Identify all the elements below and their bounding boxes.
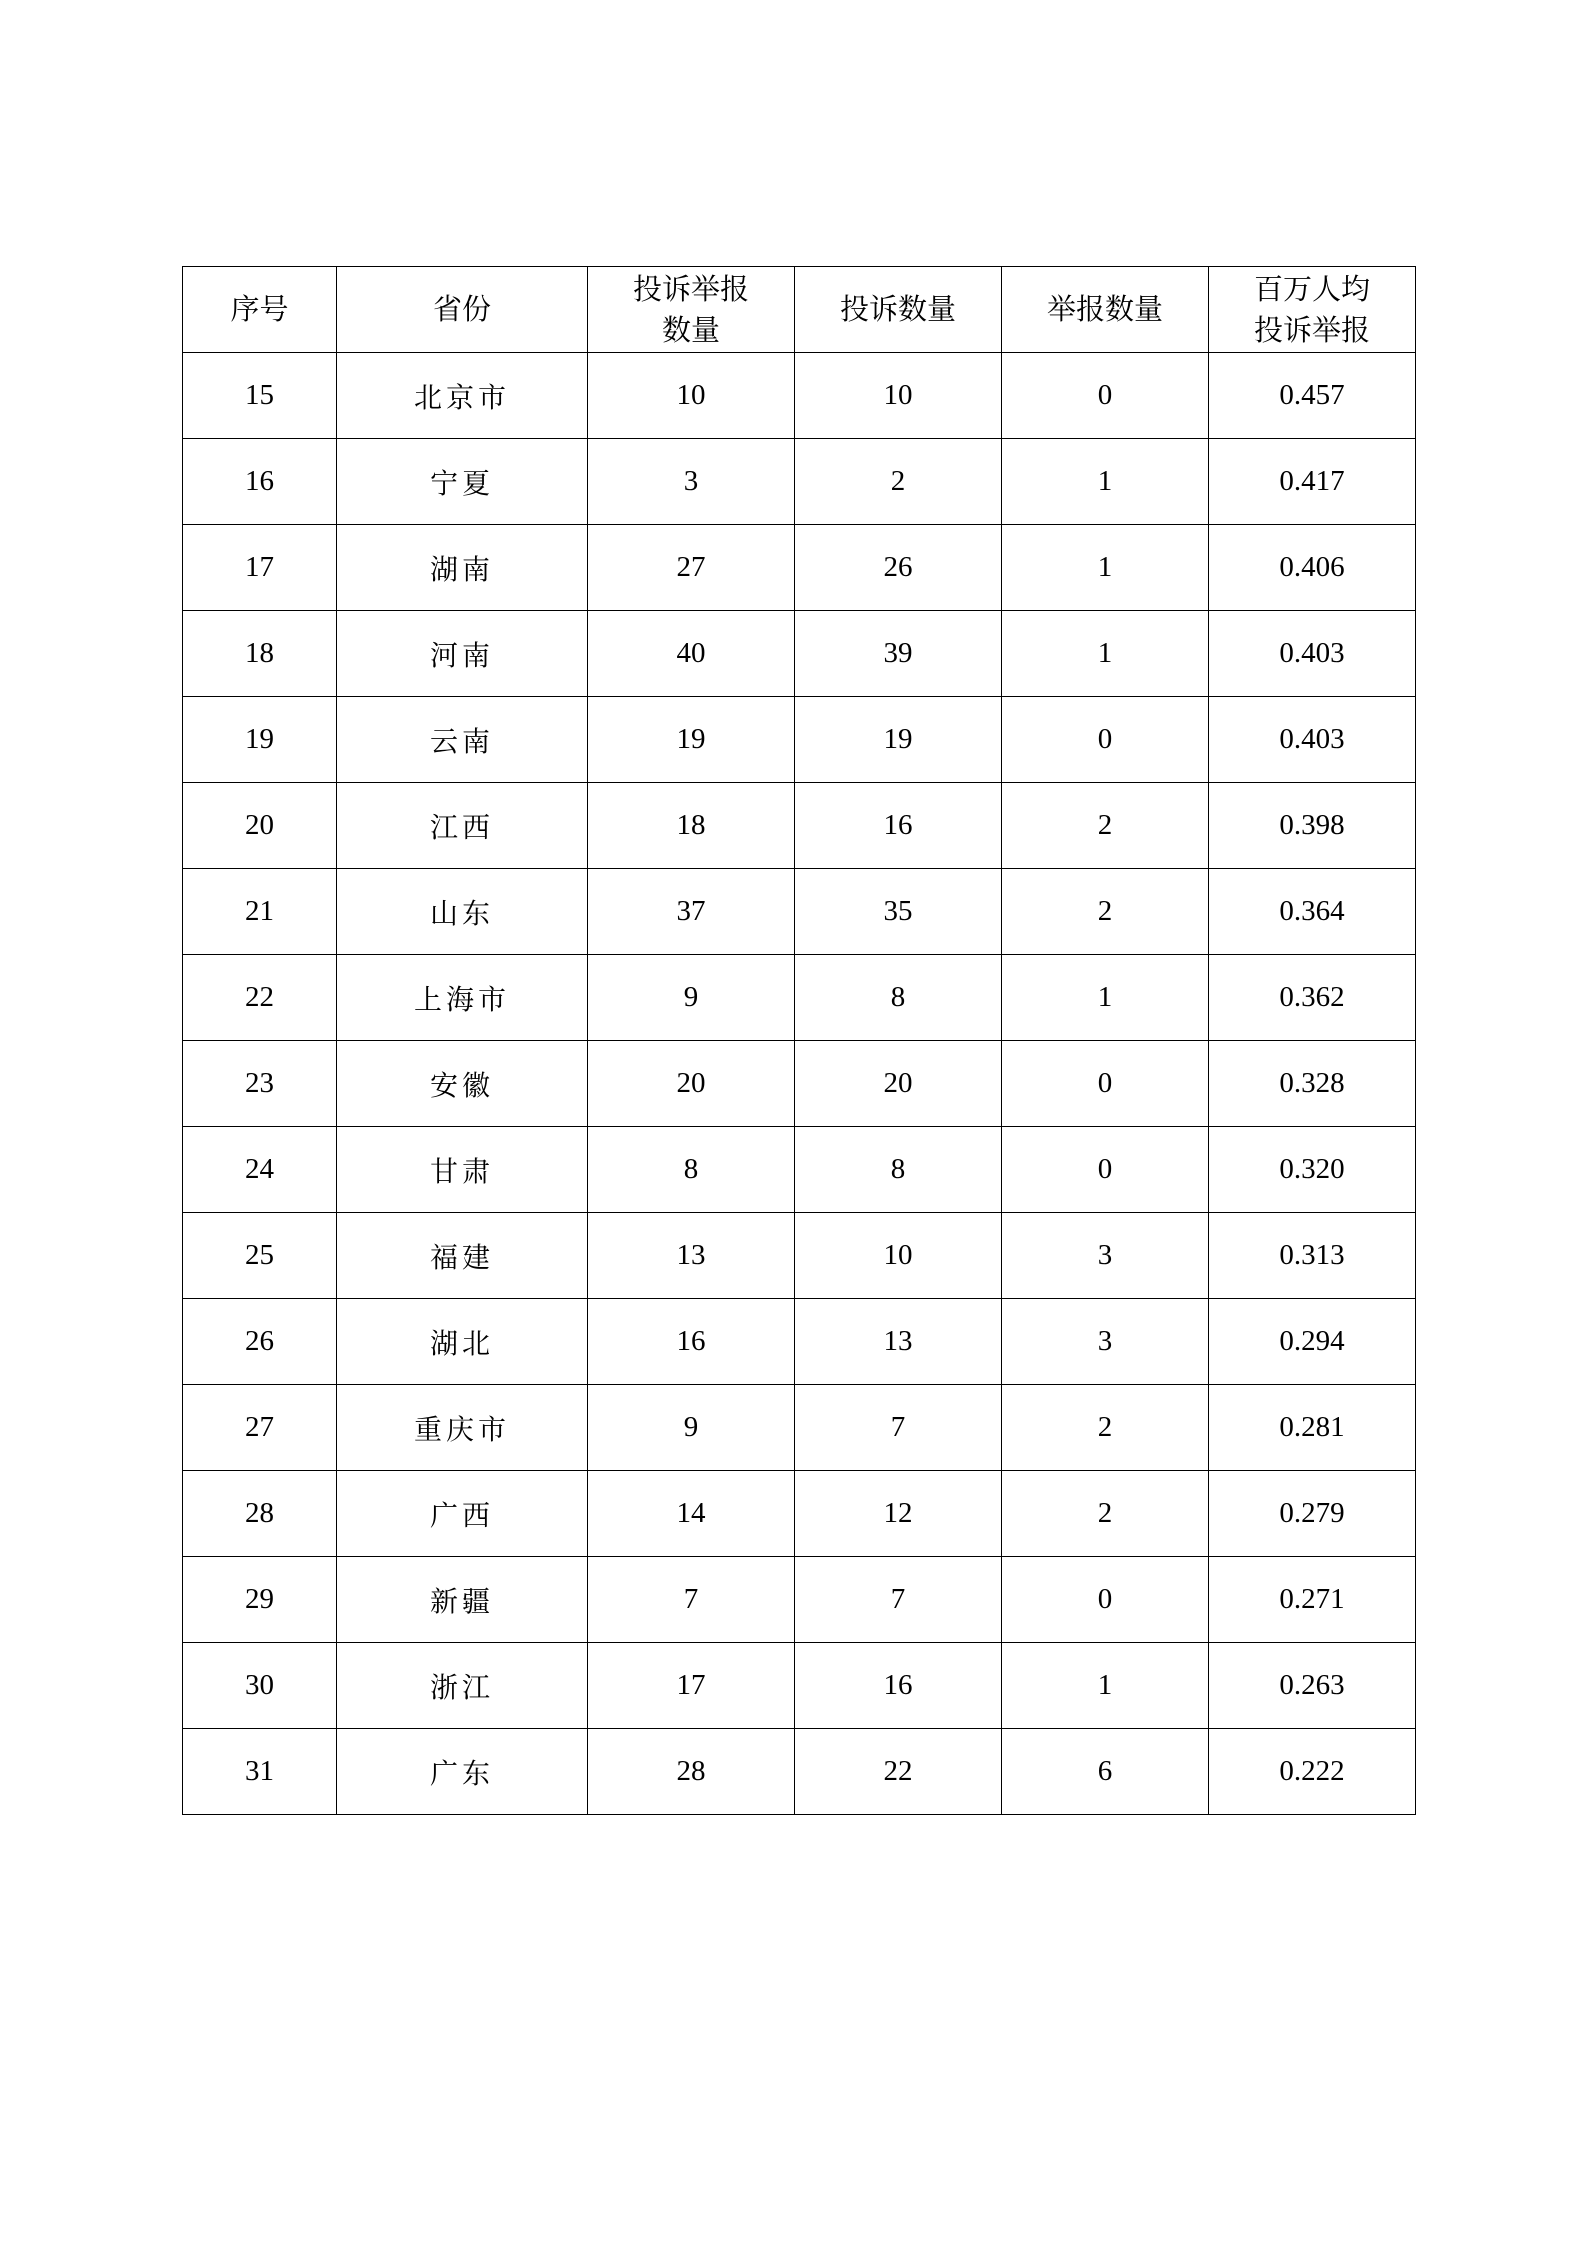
cell-per-million: 0.279 [1209,1471,1416,1557]
table-row [183,955,1416,1041]
cell-serial-number: 19 [183,697,337,783]
table-row [183,1385,1416,1471]
cell-serial-number: 26 [183,1299,337,1385]
cell-per-million: 0.328 [1209,1041,1416,1127]
cell-per-million: 0.457 [1209,353,1416,439]
header-complaint-count: 投诉数量 [795,267,1002,353]
cell-serial-number: 25 [183,1213,337,1299]
cell-province: 安徽 [337,1041,588,1127]
cell-per-million: 0.362 [1209,955,1416,1041]
cell-serial-number: 20 [183,783,337,869]
cell-total-count: 37 [588,869,795,955]
cell-serial-number: 15 [183,353,337,439]
cell-complaint-count: 10 [795,353,1002,439]
cell-complaint-count: 19 [795,697,1002,783]
complaint-report-table [182,266,1416,1815]
cell-serial-number: 21 [183,869,337,955]
cell-report-count: 1 [1002,1643,1209,1729]
cell-report-count: 0 [1002,1041,1209,1127]
cell-complaint-count: 16 [795,1643,1002,1729]
cell-per-million: 0.320 [1209,1127,1416,1213]
cell-report-count: 6 [1002,1729,1209,1815]
table-row [183,1127,1416,1213]
cell-province: 甘肃 [337,1127,588,1213]
cell-per-million: 0.281 [1209,1385,1416,1471]
header-total-count: 投诉举报 数量 [588,267,795,353]
cell-serial-number: 27 [183,1385,337,1471]
cell-report-count: 2 [1002,869,1209,955]
cell-total-count: 10 [588,353,795,439]
header-province: 省份 [337,267,588,353]
table-body [183,353,1416,1815]
cell-complaint-count: 35 [795,869,1002,955]
cell-complaint-count: 8 [795,955,1002,1041]
cell-per-million: 0.398 [1209,783,1416,869]
cell-report-count: 3 [1002,1213,1209,1299]
cell-province: 上海市 [337,955,588,1041]
table-row [183,1471,1416,1557]
table-row [183,697,1416,783]
table-row [183,353,1416,439]
cell-province: 云南 [337,697,588,783]
cell-province: 山东 [337,869,588,955]
cell-complaint-count: 10 [795,1213,1002,1299]
cell-province: 广西 [337,1471,588,1557]
cell-total-count: 7 [588,1557,795,1643]
cell-complaint-count: 20 [795,1041,1002,1127]
cell-report-count: 2 [1002,783,1209,869]
table-row [183,783,1416,869]
cell-report-count: 1 [1002,439,1209,525]
cell-complaint-count: 7 [795,1557,1002,1643]
cell-per-million: 0.364 [1209,869,1416,955]
cell-total-count: 27 [588,525,795,611]
table-row [183,439,1416,525]
cell-complaint-count: 8 [795,1127,1002,1213]
cell-province: 新疆 [337,1557,588,1643]
table-header [183,267,1416,353]
header-per-million: 百万人均 投诉举报 [1209,267,1416,353]
cell-total-count: 13 [588,1213,795,1299]
cell-serial-number: 16 [183,439,337,525]
cell-serial-number: 30 [183,1643,337,1729]
table-row [183,1213,1416,1299]
header-row [183,267,1416,353]
cell-report-count: 1 [1002,955,1209,1041]
cell-report-count: 2 [1002,1385,1209,1471]
cell-province: 宁夏 [337,439,588,525]
table-row [183,611,1416,697]
cell-report-count: 0 [1002,1127,1209,1213]
table-row [183,1299,1416,1385]
cell-complaint-count: 16 [795,783,1002,869]
cell-per-million: 0.403 [1209,611,1416,697]
cell-serial-number: 28 [183,1471,337,1557]
cell-serial-number: 22 [183,955,337,1041]
cell-complaint-count: 22 [795,1729,1002,1815]
cell-total-count: 40 [588,611,795,697]
cell-total-count: 20 [588,1041,795,1127]
cell-province: 广东 [337,1729,588,1815]
table-row [183,1643,1416,1729]
cell-serial-number: 24 [183,1127,337,1213]
cell-complaint-count: 13 [795,1299,1002,1385]
cell-province: 江西 [337,783,588,869]
cell-per-million: 0.222 [1209,1729,1416,1815]
cell-complaint-count: 2 [795,439,1002,525]
cell-per-million: 0.271 [1209,1557,1416,1643]
cell-total-count: 3 [588,439,795,525]
cell-serial-number: 31 [183,1729,337,1815]
cell-per-million: 0.403 [1209,697,1416,783]
cell-complaint-count: 39 [795,611,1002,697]
cell-report-count: 2 [1002,1471,1209,1557]
cell-province: 浙江 [337,1643,588,1729]
cell-per-million: 0.294 [1209,1299,1416,1385]
cell-province: 北京市 [337,353,588,439]
cell-province: 重庆市 [337,1385,588,1471]
cell-complaint-count: 7 [795,1385,1002,1471]
cell-per-million: 0.263 [1209,1643,1416,1729]
table-row [183,869,1416,955]
cell-report-count: 3 [1002,1299,1209,1385]
cell-province: 湖北 [337,1299,588,1385]
cell-serial-number: 23 [183,1041,337,1127]
header-serial-number: 序号 [183,267,337,353]
cell-total-count: 19 [588,697,795,783]
cell-serial-number: 17 [183,525,337,611]
cell-per-million: 0.417 [1209,439,1416,525]
cell-report-count: 0 [1002,697,1209,783]
table-row [183,525,1416,611]
cell-complaint-count: 12 [795,1471,1002,1557]
cell-total-count: 9 [588,955,795,1041]
cell-province: 湖南 [337,525,588,611]
cell-complaint-count: 26 [795,525,1002,611]
cell-report-count: 0 [1002,1557,1209,1643]
cell-total-count: 17 [588,1643,795,1729]
cell-serial-number: 29 [183,1557,337,1643]
table-row [183,1041,1416,1127]
cell-total-count: 16 [588,1299,795,1385]
table-row [183,1729,1416,1815]
cell-report-count: 1 [1002,525,1209,611]
cell-report-count: 0 [1002,353,1209,439]
cell-serial-number: 18 [183,611,337,697]
table-row [183,1557,1416,1643]
cell-per-million: 0.313 [1209,1213,1416,1299]
cell-per-million: 0.406 [1209,525,1416,611]
cell-report-count: 1 [1002,611,1209,697]
cell-total-count: 14 [588,1471,795,1557]
cell-total-count: 9 [588,1385,795,1471]
cell-total-count: 28 [588,1729,795,1815]
cell-total-count: 18 [588,783,795,869]
cell-total-count: 8 [588,1127,795,1213]
cell-province: 河南 [337,611,588,697]
cell-province: 福建 [337,1213,588,1299]
header-report-count: 举报数量 [1002,267,1209,353]
